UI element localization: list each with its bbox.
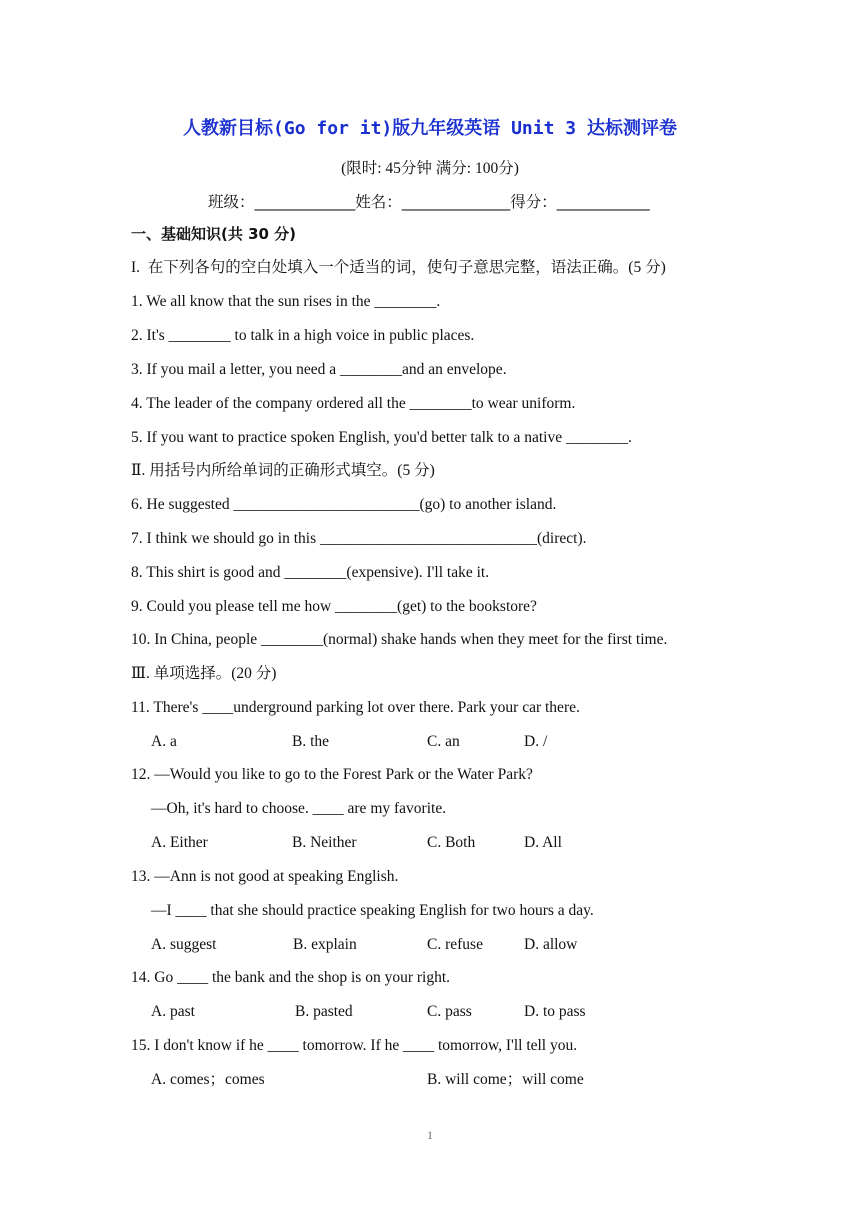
question-stem-reply: —I ____ that she should practice speaking English for two hours a day. bbox=[151, 902, 594, 919]
question-stem: 11. There's ____underground parking lot over there. Park your car there. bbox=[131, 699, 580, 716]
option-a: A. past bbox=[151, 1003, 195, 1020]
option-b: B. Neither bbox=[292, 834, 357, 851]
option-c: C. an bbox=[427, 733, 460, 750]
option-a: A. comes；comes bbox=[151, 1071, 265, 1088]
option-c: C. pass bbox=[427, 1003, 472, 1020]
section-heading: 一、基础知识(共 30 分) bbox=[131, 225, 297, 243]
option-d: D. to pass bbox=[524, 1003, 586, 1020]
question: 2. It's ________ to talk in a high voice in public places. bbox=[131, 327, 475, 344]
question-stem: 15. I don't know if he ____ tomorrow. If he ____ tomorrow, I'll tell you. bbox=[131, 1037, 578, 1054]
question: 8. This shirt is good and ________(expensive). I'll take it. bbox=[131, 564, 490, 581]
option-d: D. All bbox=[524, 834, 562, 851]
option-a: A. suggest bbox=[151, 936, 217, 953]
question: 10. In China, people ________(normal) shake hands when they meet for the first time. bbox=[131, 631, 668, 648]
question-stem: 13. —Ann is not good at speaking English. bbox=[131, 868, 399, 885]
option-d: D. allow bbox=[524, 936, 578, 953]
option-b: B. will come；will come bbox=[427, 1071, 584, 1088]
question: 1. We all know that the sun rises in the ________. bbox=[131, 293, 441, 310]
option-c: C. refuse bbox=[427, 936, 483, 953]
document-title: 人教新目标(Go for it)版九年级英语 Unit 3 达标测评卷 bbox=[183, 118, 677, 139]
part-heading: Ⅲ. 单项选择。(20 分) bbox=[131, 665, 277, 682]
student-info-line: 班级：_____________姓名：______________得分：____________ bbox=[208, 193, 650, 211]
option-a: A. a bbox=[151, 733, 177, 750]
option-d: D. / bbox=[524, 733, 548, 750]
option-b: B. the bbox=[292, 733, 330, 750]
question-stem: 12. —Would you like to go to the Forest Park or the Water Park? bbox=[131, 766, 533, 783]
question-stem-reply: —Oh, it's hard to choose. ____ are my favorite. bbox=[151, 800, 447, 817]
option-b: B. pasted bbox=[295, 1003, 353, 1020]
part-heading: I. 在下列各句的空白处填入一个适当的词，使句子意思完整，语法正确。(5 分) bbox=[131, 259, 666, 276]
option-c: C. Both bbox=[427, 834, 476, 851]
option-b: B. explain bbox=[293, 936, 357, 953]
question-stem: 14. Go ____ the bank and the shop is on your right. bbox=[131, 969, 451, 986]
time-score-limit: (限时: 45分钟 满分: 100分) bbox=[341, 160, 519, 177]
question: 5. If you want to practice spoken English, you'd better talk to a native ________. bbox=[131, 429, 632, 446]
question: 4. The leader of the company ordered all the ________to wear uniform. bbox=[131, 395, 576, 412]
question: 9. Could you please tell me how ________(get) to the bookstore? bbox=[131, 598, 537, 615]
option-a: A. Either bbox=[151, 834, 208, 851]
question: 3. If you mail a letter, you need a ________and an envelope. bbox=[131, 361, 507, 378]
question: 7. I think we should go in this ____________________________(direct). bbox=[131, 530, 587, 547]
part-heading: Ⅱ. 用括号内所给单词的正确形式填空。(5 分) bbox=[131, 462, 435, 479]
page-number: 1 bbox=[427, 1128, 433, 1142]
question: 6. He suggested ________________________(go) to another island. bbox=[131, 496, 557, 513]
